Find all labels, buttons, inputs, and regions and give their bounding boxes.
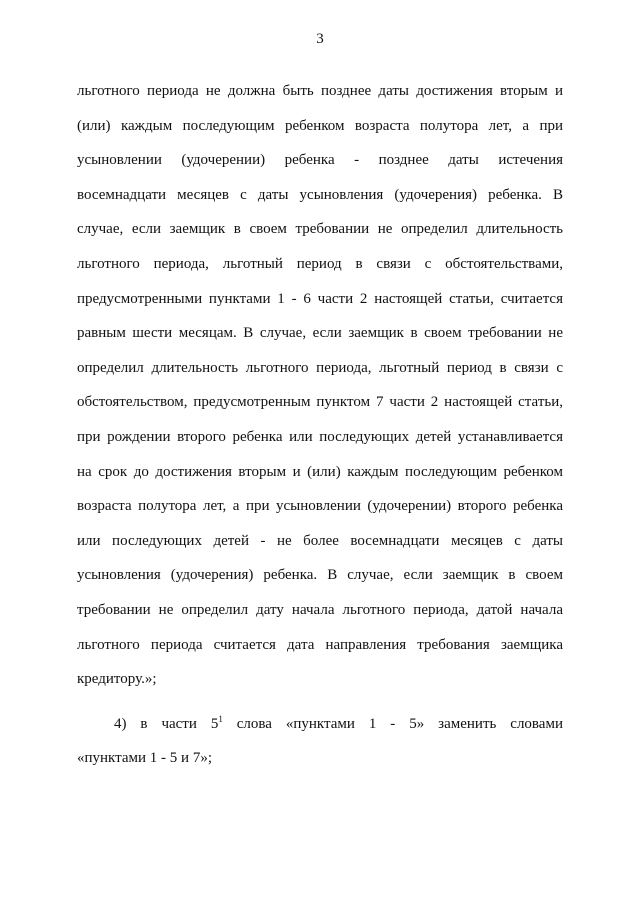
item4-line2: «пунктами 1 - 5 и 7»; [77, 750, 212, 767]
text-line: случае, если заемщик в своем требовании не определил длительность [77, 221, 563, 238]
item4-line1 [77, 707, 563, 742]
text-line: предусмотренными пунктами 1 - 6 части 2 настоящей статьи, считается [77, 290, 563, 307]
text-line: или последующих детей - не более восемнадцати месяцев с даты [77, 532, 563, 549]
text-line: льготного периода считается дата направления требования заемщика [77, 636, 563, 653]
text-line: восемнадцати месяцев с даты усыновления (удочерения) ребенка. В [77, 186, 563, 203]
item4-text-end: слова «пунктами 1 - 5» заменить словами [222, 715, 563, 732]
item4-superscript: 1 [218, 713, 223, 724]
item4-text-start: 4) в части 5 [114, 715, 219, 732]
text-line: равным шести месяцам. В случае, если заемщик в своем требовании не [77, 325, 563, 342]
page-number: 3 [316, 31, 324, 47]
text-line: усыновлении (удочерении) ребенка - позднее даты истечения [77, 152, 563, 169]
text-line: при рождении второго ребенка или последующих детей устанавливается [77, 428, 563, 445]
text-line: обстоятельством, предусмотренным пунктом 7 части 2 настоящей статьи, [77, 394, 563, 411]
text-line: усыновления (удочерения) ребенка. В случае, если заемщик в своем [77, 567, 563, 584]
text-line: возраста полутора лет, а при усыновлении (удочерении) второго ребенка [77, 498, 563, 515]
text-line: на срок до достижения вторым и (или) каждым последующим ребенком [77, 463, 563, 480]
text-line: (или) каждым последующим ребенком возраста полутора лет, а при [77, 117, 563, 134]
document-body [77, 74, 563, 776]
text-line: требовании не определил дату начала льготного периода, датой начала [77, 601, 563, 618]
text-line: определил длительность льготного периода, льготный период в связи с [77, 359, 563, 376]
text-line: льготного периода не должна быть позднее даты достижения вторым и [77, 83, 563, 99]
text-line: кредитору.»; [77, 671, 157, 688]
text-line: льготного периода, льготный период в связи с обстоятельствами, [77, 255, 563, 272]
